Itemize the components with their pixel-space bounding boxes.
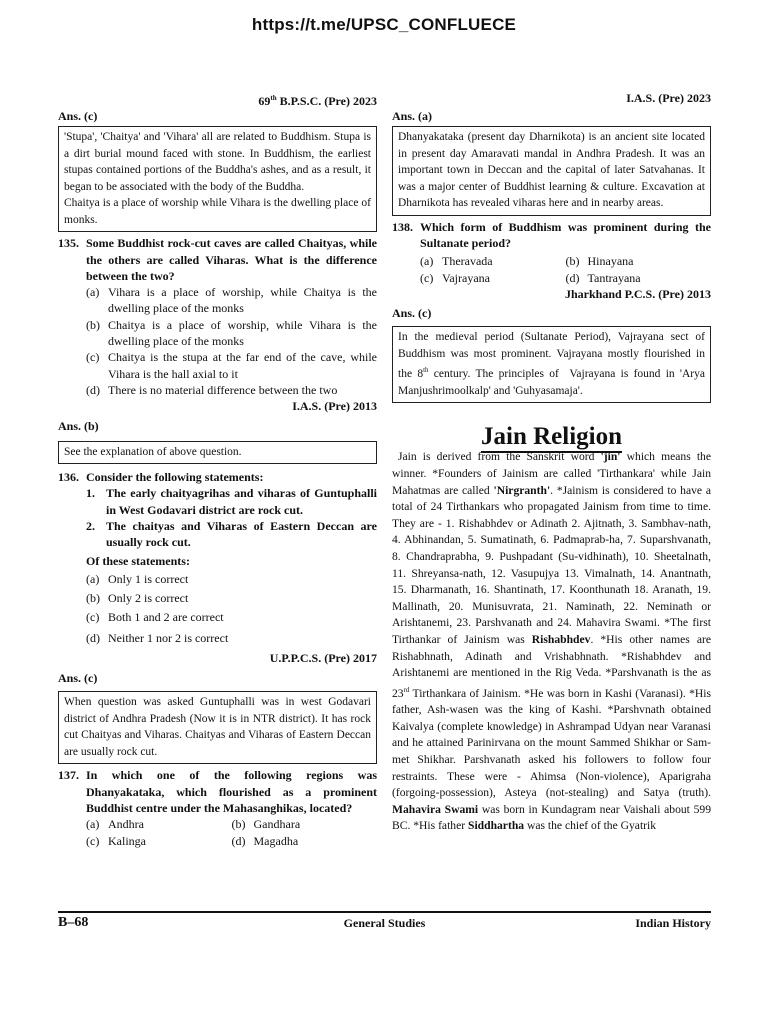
explanation-text: See the explanation of above question. [64,445,242,458]
option-label: (a) [86,571,100,586]
source-label: I.A.S. (Pre) 2023 [626,91,711,105]
option-text: Vihara is a place of worship, while Chaitya is the dwelling place of the monks [108,285,377,316]
option-text: Gandhara [253,817,301,832]
option-label: (c) [86,350,100,365]
question-138 [392,219,711,252]
explanation-box [58,441,377,465]
option-label: (b) [86,317,100,332]
option-label: (d) [86,630,100,645]
option-text: Chaitya is the stupa at the far end of the cave, while Vihara is the hall axial to it [108,350,377,381]
option-text: Vajrayana [442,270,490,285]
channel-url[interactable]: https://t.me/UPSC_CONFLUECE [251,15,517,34]
option-text: Only 2 is correct [108,591,189,606]
source-label: I.A.S. (Pre) 2013 [292,399,377,414]
option-label: (b) [565,254,580,269]
option [86,630,377,646]
page-footer [58,911,711,930]
answer-label: Ans. (a) [392,109,433,123]
question-text: Which form of Buddhism was prominent during the Sultanate period? [420,219,711,251]
option [566,270,712,286]
option-label: (b) [231,817,246,832]
option-text: Neither 1 nor 2 is correct [108,630,229,645]
option [86,833,232,849]
of-these-label: Of these statements: [86,553,190,568]
option [86,609,377,625]
answer-label: Ans. (c) [392,305,432,320]
footer-subject: General Studies [343,916,426,930]
option-text: Andhra [108,817,144,832]
option [86,317,377,350]
statement [86,485,377,518]
question-number: 136. [58,470,79,485]
options-grid [420,253,711,286]
option-label: (b) [86,591,100,606]
explanation-box [392,326,711,403]
option-text: Both 1 and 2 are correct [108,610,224,625]
option [566,253,712,269]
jain-paragraph: Jain is derived from the Sanskrit word 'jin' which means the winner. *Founders of Jainism are called 'Tirthankara' while Jain Mahatmas are called 'Nirgranth'. *Jainism is considered to have a total of 24 Tirthankars who propagated Jainism from time to time. They are - 1. Rishabhdev or Adinath 2. Ajitnath, 3. Sambhav-nath, 4. Abhinandan, 5. Sumatinath, 6. Padmaprab-ha, 7. Suparshvanath, 8. Chandraprabha, 9. Pushpadant (Su-vidhinath), 10. Sheetalnath, 11. Shreyansa-nath, 12. Vasupujya 13. Vimalnath, 14. Anantnath, 15. Dharmanath, 16. Shantinath, 17. Koonthunath 18. Aranath, 19. Mallinath, 20. Munisuvrata, 21. Naminath, 22. Neminath or Arishtanemi, 23. Parshvanath and 24. Mahavira Swami. *The first Tirthankar of Jainism was Rishabhdev. *His other names are Rishabhnath, Adinath and Vrishabhnath. *Rishabhdev and Arishtanemi are mentioned in the Rig Veda. *Parshvanath is the as 23rd Tirthankara of Jainism. *He was born in Kashi (Varanasi). *His father, Ash-wasen was the king of Kashi. *Parshvnath obtained Kaivalya (complete knowledge) in Ashrampad Udyan near Varanasi and he attained Parinirvana on the mount Sammed Shikhar or Sam-met Shikhar. Parshvanath asked his followers to follow four restraints. These were - Ahimsa (Non-violence), Aparigraha (forgoing-possession), Asteya (not-stealing) and Satya (truth). Mahavira Swami was born in Kundagram near Vaishali about 599 BC. *His father Siddhartha was the chief of the Gyatrik [392,450,712,833]
option-label: (c) [86,610,100,625]
section-title [392,423,711,451]
footer-topic: Indian History [635,916,711,930]
question-135 [58,235,377,284]
option-label: (a) [420,254,434,269]
option-text: Hinayana [587,254,634,269]
explanation-text: Dhanyakataka (present day Dharnikota) is an ancient site located in present day Amaravati mandal in Andhra Pradesh. It was an important town in Deccan and the capital of later Satvahanas. It was a major center of Buddhist learning & culture. Excavation at Dharnikota has revealed viharas here and in nearby areas. [398,131,705,210]
section-title-text: Jain Religion [481,423,622,453]
explanation-text: In the medieval period (Sultanate Period), Vajrayana sect of Buddhism was most prominent. Vajrayana mostly flourished in the 8th century. The principles of Vajrayana is found in 'Arya Manjushrimoolkalp' and 'Guhyasamaja'. [398,331,705,397]
option-label: (c) [86,833,100,848]
question-text: In which one of the following regions was Dhanyakataka, which flourished as a prominent Buddhist centre under the Mahasanghikas, located? [86,768,377,815]
statement-label: 1. [86,486,95,501]
answer-label: Ans. (c) [58,671,98,686]
explanation-text: Chaitya is a place of worship while Vihara is the dwelling place of monks. [64,197,371,226]
explanation-box [58,126,377,232]
option-text: Theravada [442,254,493,269]
statement [86,518,377,551]
source-label: U.P.P.C.S. (Pre) 2017 [269,651,377,666]
right-column [392,90,711,835]
question-number: 138. [392,219,413,234]
option [232,816,378,832]
option [420,270,566,286]
question-136 [58,469,377,485]
source-label: Jharkhand P.C.S. (Pre) 2013 [564,286,711,301]
answer-label: Ans. (c) [58,109,98,123]
option [86,284,377,317]
question-number: 137. [58,768,79,783]
question-text: Consider the following statements: [86,470,264,485]
option-text: Tantrayana [587,270,641,285]
question-number: 135. [58,236,79,251]
option [86,349,377,382]
option-text: Chaitya is a place of worship, while Vihara is the dwelling place of the monks [108,317,377,349]
explanation-box [58,691,377,764]
page-number: B–68 [58,915,89,930]
statement-text: The chaityas and Viharas of Eastern Deccan are usually rock cut. [106,518,377,550]
option [86,382,377,398]
option-text: Magadha [253,833,299,848]
option-text: There is no material difference between the two [108,382,338,397]
left-column [58,90,377,849]
option-text: Only 1 is correct [108,571,189,586]
explanation-text: When question was asked Guntuphalli was in west Godavari district of Andhra Pradesh (Now it is in NTR district). It has rock cut Chaityas and Viharas. Chaityas and Viharas of Eastern Deccan are usually rock cut. [64,696,371,758]
statement-label: 2. [86,518,95,533]
option [232,833,378,849]
statement-text: The early chaityagrihas and viharas of Guntuphalli in West Godavari district are rock cut. [106,486,377,517]
options-grid [86,816,377,849]
question-137 [58,767,377,816]
option [86,816,232,832]
question-text: Some Buddhist rock-cut caves are called Chaityas, while the others are called Viharas. What is the difference between the two? [86,236,377,283]
option [420,253,566,269]
option-text: Kalinga [108,833,146,848]
option-label: (d) [231,833,246,848]
option-label: (a) [86,817,100,832]
explanation-text: 'Stupa', 'Chaitya' and 'Vihara' all are related to Buddhism. Stupa is a dirt burial mound faced with stone. In Buddhism, the earliest stupas contained portions of the Buddha's ashes, and as a result, it began to be associated with the body of the Buddha. [64,131,371,193]
option [86,590,377,606]
answer-label: Ans. (b) [58,419,99,434]
explanation-box [392,126,711,216]
option-label: (d) [565,270,580,285]
source-label: 69th B.P.S.C. (Pre) 2023 [258,94,377,108]
option-label: (c) [420,270,434,285]
option [86,571,377,587]
option-label: (a) [86,285,100,300]
option-label: (d) [86,382,100,397]
